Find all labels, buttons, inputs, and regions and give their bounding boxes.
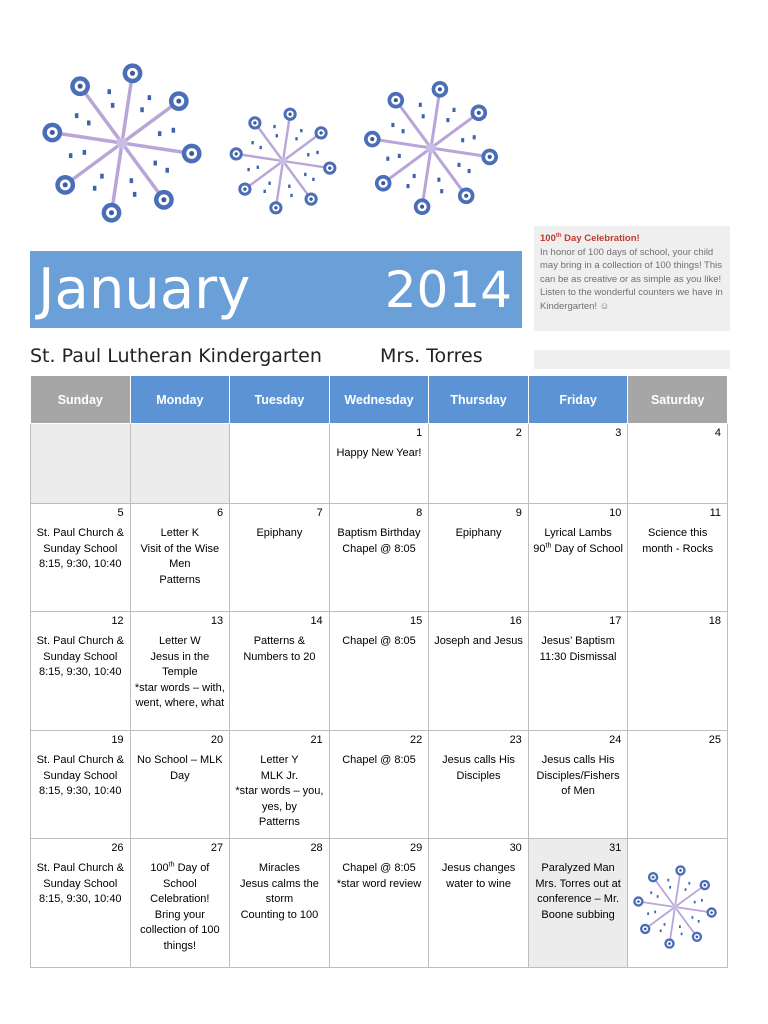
note-body: In honor of 100 days of school, your child may bring in a collection of 100 things! This can be as creative or as simple as you like! Listen to the wonderful counters we have in Kindergarten! ☺ bbox=[540, 246, 723, 312]
day-cell bbox=[528, 424, 628, 504]
day-event: Chapel @ 8:05 *star word review bbox=[336, 862, 422, 890]
day-cell bbox=[230, 424, 330, 504]
day-cell bbox=[130, 612, 230, 731]
weekday-header-row bbox=[31, 376, 728, 424]
day-cell bbox=[429, 839, 529, 968]
weekday-header: Monday bbox=[130, 376, 230, 424]
day-cell bbox=[528, 504, 628, 612]
day-event: Lyrical Lambs 90th Day of School bbox=[533, 527, 623, 555]
day-event bbox=[429, 440, 528, 446]
day-cell bbox=[528, 612, 628, 731]
weekday-header: Friday bbox=[528, 376, 628, 424]
day-event: Happy New Year! bbox=[336, 447, 422, 459]
day-event bbox=[131, 426, 230, 432]
day-number: 31 bbox=[609, 842, 622, 854]
week-row bbox=[31, 424, 728, 504]
day-cell bbox=[628, 731, 728, 839]
day-cell bbox=[130, 424, 230, 504]
day-number: 22 bbox=[410, 734, 423, 746]
day-event: Miracles Jesus calms the storm Counting to 100 bbox=[239, 862, 319, 921]
day-number: 30 bbox=[509, 842, 522, 854]
week-row bbox=[31, 504, 728, 612]
day-cell bbox=[230, 731, 330, 839]
note-bar bbox=[534, 350, 730, 369]
day-event: Epiphany bbox=[455, 527, 502, 539]
week-row bbox=[31, 612, 728, 731]
day-cell bbox=[528, 839, 628, 968]
day-cell bbox=[429, 731, 529, 839]
day-number: 4 bbox=[714, 427, 721, 439]
day-number: 8 bbox=[416, 507, 423, 519]
day-number: 26 bbox=[111, 842, 124, 854]
day-number: 9 bbox=[515, 507, 522, 519]
day-event: Epiphany bbox=[256, 527, 303, 539]
day-event: Paralyzed Man Mrs. Torres out at conference – Mr. Boone subbing bbox=[535, 862, 621, 921]
snowflake-icon bbox=[228, 102, 338, 220]
day-number: 27 bbox=[210, 842, 224, 854]
day-event bbox=[628, 628, 727, 634]
day-cell bbox=[628, 839, 728, 968]
day-cell bbox=[628, 424, 728, 504]
day-event bbox=[628, 747, 727, 753]
week-row bbox=[31, 839, 728, 968]
day-event: St. Paul Church & Sunday School 8:15, 9:30, 10:40 bbox=[36, 754, 124, 797]
day-number: 10 bbox=[609, 507, 622, 519]
note-title: 100th Day Celebration! bbox=[540, 233, 640, 245]
snowflake-icon bbox=[632, 863, 718, 951]
day-event bbox=[628, 841, 727, 847]
day-cell bbox=[230, 504, 330, 612]
day-event: No School – MLK Day bbox=[137, 754, 223, 782]
day-cell bbox=[329, 504, 429, 612]
snowflake-icon bbox=[362, 74, 500, 222]
day-number: 28 bbox=[310, 842, 323, 854]
day-event: Letter Y MLK Jr. *star words – you, yes, by Patterns bbox=[235, 754, 324, 828]
day-event: Joseph and Jesus bbox=[434, 635, 523, 647]
day-number: 15 bbox=[410, 615, 423, 627]
day-event bbox=[230, 426, 329, 432]
day-event: Jesus calls His Disciples bbox=[442, 754, 515, 782]
day-number: 18 bbox=[708, 615, 721, 627]
day-cell bbox=[130, 504, 230, 612]
day-event bbox=[529, 440, 628, 446]
day-number: 25 bbox=[708, 734, 721, 746]
day-cell bbox=[130, 731, 230, 839]
day-cell bbox=[429, 424, 529, 504]
day-event: Patterns & Numbers to 20 bbox=[243, 635, 316, 663]
day-event: Baptism Birthday Chapel @ 8:05 bbox=[337, 527, 421, 555]
school-name: St. Paul Lutheran Kindergarten bbox=[30, 345, 322, 367]
weekday-header: Wednesday bbox=[329, 376, 429, 424]
day-cell bbox=[31, 612, 131, 731]
day-number: 1 bbox=[416, 427, 423, 439]
day-cell bbox=[329, 424, 429, 504]
day-number: 3 bbox=[615, 427, 622, 439]
day-event: St. Paul Church & Sunday School 8:15, 9:30, 10:40 bbox=[36, 635, 124, 678]
day-cell bbox=[130, 839, 230, 968]
day-number: 19 bbox=[111, 734, 124, 746]
snowflake-icon bbox=[40, 58, 204, 228]
day-cell bbox=[429, 504, 529, 612]
day-number: 5 bbox=[117, 507, 124, 519]
day-number: 6 bbox=[217, 507, 224, 519]
day-number: 13 bbox=[210, 615, 224, 627]
day-event: Letter K Visit of the Wise Men Patterns bbox=[140, 527, 220, 586]
day-number: 14 bbox=[310, 615, 323, 627]
day-cell bbox=[329, 731, 429, 839]
day-event: Letter W Jesus in the Temple *star words – with, went, where, what bbox=[134, 635, 225, 709]
day-event: St. Paul Church & Sunday School 8:15, 9:30, 10:40 bbox=[36, 527, 124, 570]
day-cell bbox=[429, 612, 529, 731]
day-number: 7 bbox=[316, 507, 323, 519]
day-number: 29 bbox=[410, 842, 423, 854]
year-title: 2014 bbox=[384, 261, 512, 319]
teacher-name: Mrs. Torres bbox=[380, 345, 483, 367]
day-number: 21 bbox=[310, 734, 323, 746]
day-number: 20 bbox=[210, 734, 224, 746]
day-cell bbox=[628, 612, 728, 731]
day-cell bbox=[329, 839, 429, 968]
day-cell bbox=[31, 839, 131, 968]
day-number: 23 bbox=[509, 734, 522, 746]
weekday-header: Sunday bbox=[31, 376, 131, 424]
day-event: St. Paul Church & Sunday School 8:15, 9:30, 10:40 bbox=[36, 862, 124, 905]
day-cell bbox=[31, 504, 131, 612]
weekday-header: Tuesday bbox=[230, 376, 330, 424]
day-event: Jesus’ Baptism 11:30 Dismissal bbox=[539, 635, 617, 663]
weekday-header: Saturday bbox=[628, 376, 728, 424]
day-event: Chapel @ 8:05 bbox=[342, 754, 416, 766]
day-event: Chapel @ 8:05 bbox=[342, 635, 416, 647]
day-event bbox=[31, 426, 130, 432]
day-event bbox=[628, 440, 727, 446]
day-cell bbox=[230, 839, 330, 968]
day-cell bbox=[31, 424, 131, 504]
calendar-grid bbox=[30, 375, 728, 968]
day-number: 12 bbox=[111, 615, 124, 627]
month-banner bbox=[30, 251, 522, 328]
day-cell bbox=[528, 731, 628, 839]
day-cell bbox=[329, 612, 429, 731]
day-event: Jesus calls His Disciples/Fishers of Men bbox=[536, 754, 620, 797]
day-event: Science this month - Rocks bbox=[642, 527, 714, 555]
month-title: January bbox=[38, 257, 251, 322]
celebration-note bbox=[534, 226, 730, 331]
day-event: Jesus changes water to wine bbox=[441, 862, 516, 890]
day-cell bbox=[230, 612, 330, 731]
day-cell bbox=[628, 504, 728, 612]
day-number: 2 bbox=[515, 427, 522, 439]
day-number: 16 bbox=[509, 615, 522, 627]
weekday-header: Thursday bbox=[429, 376, 529, 424]
day-number: 17 bbox=[609, 615, 622, 627]
day-number: 24 bbox=[609, 734, 622, 746]
week-row bbox=[31, 731, 728, 839]
day-event: 100th Day of School Celebration! Bring your collection of 100 things! bbox=[140, 861, 220, 952]
day-number: 11 bbox=[709, 507, 721, 519]
day-cell bbox=[31, 731, 131, 839]
